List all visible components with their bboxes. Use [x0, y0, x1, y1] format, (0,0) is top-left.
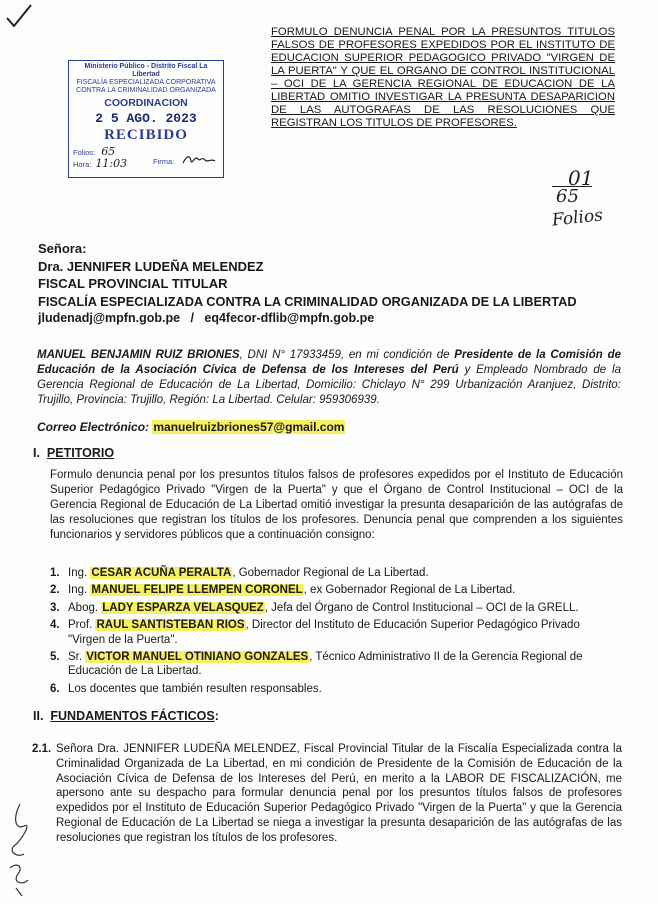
stamp-recibido: RECIBIDO [104, 127, 188, 143]
stamp-date: 2 5 AGO. 2023 [95, 111, 197, 126]
list-item [50, 566, 620, 580]
title-line: INSTITUCIONAL – OCI DE LA GERENCIA REGIONAL DE [271, 65, 615, 90]
title-line: EDUCACION DE LA LIBERTAD OMITIO INVESTIGAR LA [271, 78, 615, 103]
list-name: LADY ESPARZA VELASQUEZ [102, 601, 264, 614]
list-prefix: Ing. [68, 567, 91, 579]
addressee-block [38, 240, 577, 328]
email-value[interactable]: manuelruizbriones57@gmail.com [153, 420, 345, 434]
list-name: VICTOR MANUEL OTINIANO GONZALES [86, 651, 309, 664]
petitorio-text: Formulo denuncia penal por los presuntos títulos falsos de profesores expedidos por el Instituto de Educación Superior Pedagógico Privado "Virgen de la Puerta" y que el Órgano de Control Institucional – OCI de la Gerencia Regional de Educación de La Libertad omitió investigar la presunta desaparición de las autógrafas de las resoluciones que registran los títulos de los profesores. Denuncia penal que comprenden a los siguientes funcionarios y servidores públicos que a continuación consigno: [50, 469, 623, 541]
section-fundamentos-heading [33, 709, 219, 723]
addressee-role: FISCAL PROVINCIAL TITULAR [38, 276, 228, 291]
list-item [50, 601, 620, 615]
title-line: FALSOS DE PROFESORES EXPEDIDOS POR EL INSTITUTO [271, 39, 600, 51]
section-number: II. [33, 709, 44, 723]
stamp-folios-value: 65 [101, 145, 116, 158]
intro-paragraph [37, 348, 621, 408]
folios-note-line-1: 01 [568, 166, 594, 190]
section-colon: : [214, 709, 219, 723]
title-line: DE EDUCACION SUPERIOR PEDAGOGICO PRIVADO "VIRGEN [271, 39, 615, 64]
list-number: 1. [50, 567, 60, 579]
list-name: CESAR ACUÑA PERALTA [91, 567, 232, 579]
list-number: 3. [50, 601, 60, 614]
stamp-line-2: FISCALÍA ESPECIALIZADA CORPORATIVA [76, 79, 216, 86]
complainant-role: Presidente de la Comisión de Educación de la Asociación Cívica de Defensa de los Intereses del Perú [37, 349, 621, 376]
paragraph-text: Señora Dra. JENNIFER LUDEÑA MELENDEZ, Fiscal Provincial Titular de la Fiscalía Especializada contra la Criminalidad Organizada de La Libertad, en mi condición de Presidente de la Comisión de Educación de la Asociación Cívica de Defensa de los Intereses del Perú, en merito a la LABOR DE FISCALIZACIÓN, me apersono ante su despacho para formular denuncia penal por los presuntos títulos falsos de profesores expedidos por el Instituto de Educación Superior Pedagógico Privado "Virgen de la Puerta" y que la Gerencia Regional de Educación de La Libertad se niega a investigar la presunta desaparición de las autógrafas de las resoluciones que registran los títulos de los profesores. [56, 743, 622, 844]
complainant-dni: , DNI N° 17933459, en mi condición de [239, 349, 455, 361]
checkmark-icon [4, 2, 34, 32]
list-prefix: Ing. [68, 584, 91, 597]
list-item [50, 583, 620, 597]
list-name: MANUEL FELIPE LLEMPEN CORONEL [91, 584, 303, 597]
list-number: 5. [50, 651, 60, 664]
stamp-hora-row [73, 157, 219, 168]
accused-list [50, 566, 620, 699]
email-separator: / [190, 311, 194, 325]
list-item [50, 682, 620, 696]
addressee-name: Dra. JENNIFER LUDEÑA MELENDEZ [38, 258, 264, 274]
list-prefix: Sr. [68, 651, 86, 664]
section-petitorio-heading [33, 446, 114, 460]
addressee-office: FISCALÍA ESPECIALIZADA CONTRA LA CRIMINALIDAD ORGANIZADA DE LA LIBERTAD [38, 293, 577, 309]
stamp-hora-value: 11:03 [95, 157, 128, 170]
list-suffix: , Técnico Administrativo II de la Gerencia Regional de Educación de La Libertad. [68, 651, 583, 678]
document-title [271, 26, 615, 130]
salutation: Señora: [38, 241, 87, 256]
list-suffix: , ex Gobernador Regional de La Libertad. [303, 584, 516, 597]
list-number: 6. [50, 682, 60, 695]
title-line: RESOLUCIONES QUE REGISTRAN LOS TITULOS DE [271, 104, 615, 129]
email-link-2[interactable]: eq4fecor-dflib@mpfn.gob.pe [204, 311, 375, 325]
title-line: DE LA PUERTA" Y QUE EL ORGANO DE CONTROL [271, 52, 615, 77]
email-line [37, 420, 345, 434]
folios-note-line-3: Folios [551, 205, 604, 231]
section-title: FUNDAMENTOS FÁCTICOS [50, 709, 215, 723]
stamp-coordinacion: COORDINACION [104, 97, 188, 109]
list-prefix: Abog. [68, 601, 102, 614]
list-suffix: , Jefa del Órgano de Control Institucional – OCI de la GRELL. [264, 601, 579, 614]
list-number: 4. [50, 619, 60, 632]
complainant-name: MANUEL BENJAMIN RUIZ BRIONES [37, 349, 240, 361]
email-link-1[interactable]: jludenadj@mpfn.gob.pe [38, 311, 181, 325]
list-suffix: , Gobernador Regional de La Libertad. [232, 567, 429, 579]
section-number: I. [33, 446, 40, 460]
section-title: PETITORIO [46, 446, 115, 460]
list-item [50, 650, 620, 679]
stamp-line-1: Ministerio Público - Distrito Fiscal La Libertad [84, 63, 208, 78]
title-line: PRESUNTA DESAPARICION DE LAS AUTOGRAFAS DE LAS [271, 91, 615, 116]
handwritten-folios-note [548, 166, 628, 236]
margin-signature-icon [2, 800, 42, 900]
reception-stamp [68, 60, 224, 178]
list-name: RAUL SANTISTEBAN RIOS [96, 619, 245, 632]
addressee-emails [38, 310, 577, 328]
paragraph-2-1 [32, 742, 622, 846]
stamp-folios-label: Folios: [73, 148, 96, 157]
stamp-firma-label: Firma: [153, 157, 175, 166]
paragraph-number: 2.1. [32, 743, 52, 755]
stamp-hora-label: Hora: [73, 160, 92, 169]
list-suffix: , Director del Instituto de Educación Superior Pedagógico Privado "Virgen de la Puerta". [68, 619, 580, 646]
folios-note-line-2: 65 [556, 186, 579, 207]
list-number: 2. [50, 584, 60, 597]
stamp-line-3: CONTRA LA CRIMINALIDAD ORGANIZADA [76, 87, 216, 94]
email-label: Correo Electrónico: [37, 420, 150, 434]
signature-icon [181, 153, 217, 167]
list-prefix: Prof. [68, 619, 96, 632]
title-line: FORMULO DENUNCIA PENAL POR LA PRESUNTOS TITULOS [271, 26, 615, 38]
title-line: PROFESORES. [435, 117, 517, 129]
complainant-details: y Empleado Nombrado de la Gerencia Regional de Educación de La Libertad, Domicilio: Chiclayo N° 299 Urbanización Aranjuez, Distrito: Trujillo, Provincia: Trujillo, Región: La Libertad. Celular: 959306939. [37, 364, 622, 406]
list-item [50, 618, 620, 647]
list-suffix: Los docentes que también resulten responsables. [68, 682, 322, 695]
